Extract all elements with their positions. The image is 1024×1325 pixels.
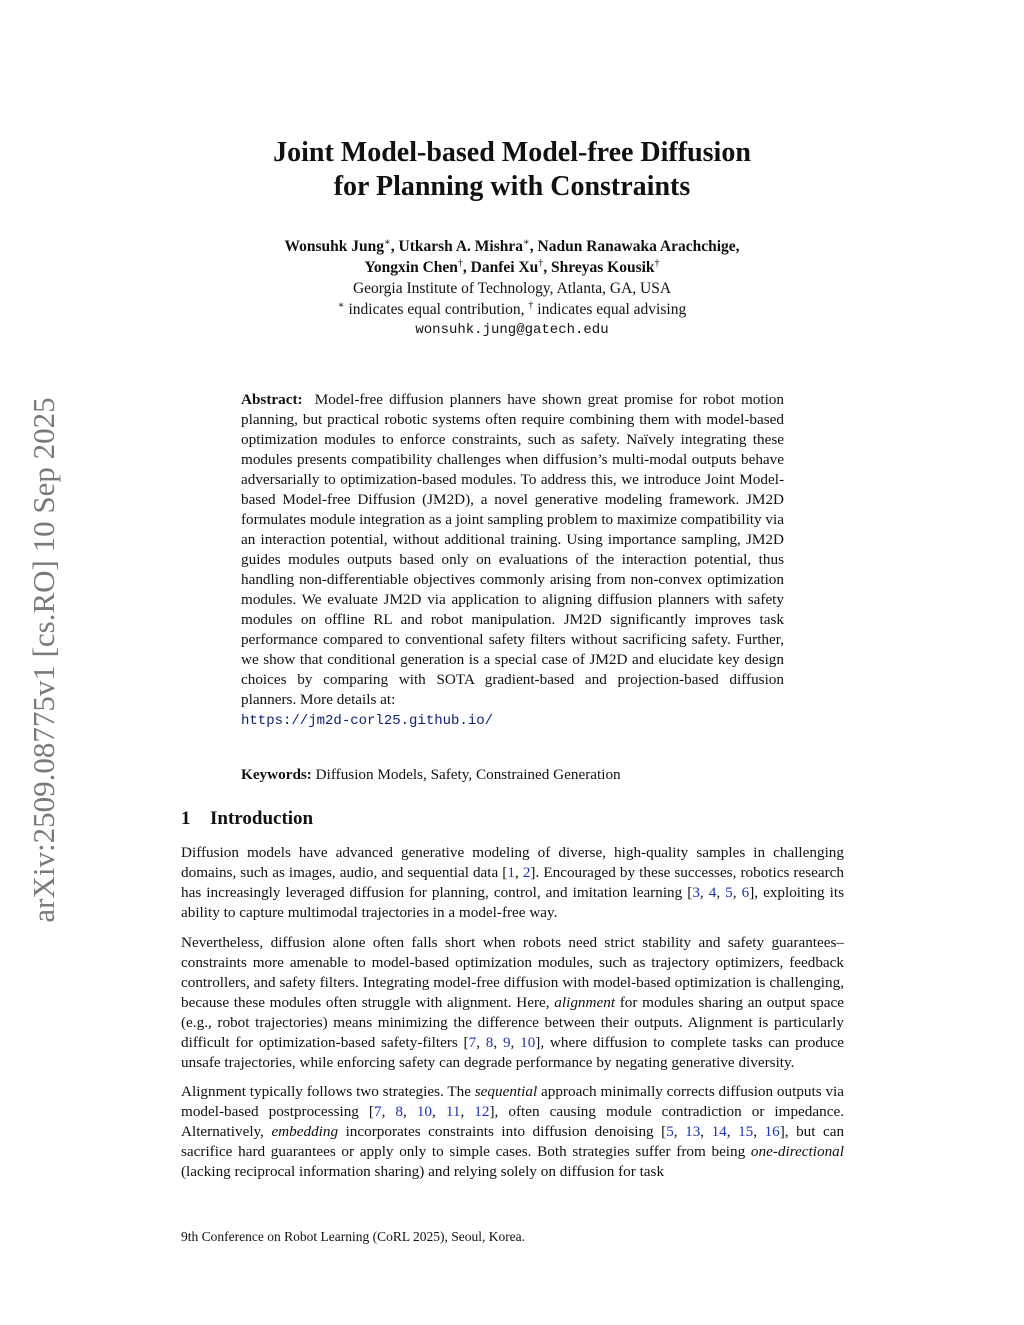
citation-link[interactable]: 7 — [468, 1033, 477, 1051]
paragraph-1: Diffusion models have advanced generative modeling of diverse, high-quality samples in challenging domains, such as images, audio, and sequential data [1, 2]. Encouraged by these successes, robotics research has increasingly leveraged diffusion for planning, control, and imitation learning [3, 4, 5, 6], exploiting its ability to capture multimodal trajectories in a model-free way. — [181, 844, 845, 921]
author-name: Nadun Ranawaka Arachchige, — [537, 238, 740, 255]
citation-link[interactable]: 2 — [522, 864, 531, 881]
equal-advising-mark: † — [654, 258, 660, 269]
citation-link[interactable]: 16 — [764, 1123, 780, 1140]
citation-link[interactable]: 5 — [666, 1123, 674, 1140]
title-line-1: Joint Model-based Model-free Diffusion — [273, 137, 751, 168]
section-number: 1 — [181, 808, 191, 829]
citation-link[interactable]: 8 — [395, 1103, 403, 1120]
separator: , — [543, 259, 552, 276]
separator: , — [462, 259, 471, 276]
text: Nevertheless, diffusion alone often falls short when robots need strict stability and safety guarantees–constraints more amenable to model-based optimization modules, such as trajectory optimizers, feedback controllers, and safety filters. Integrating model-free diffusion with model-based optimization is challenging, because these modules often struggle with alignment. Here, — [181, 933, 844, 1011]
text: Diffusion models have advanced generative modeling of diverse, high-quality samples in challenging domains, such as images, audio, and sequential data [ — [181, 844, 844, 881]
title-line-2: for Planning with Constraints — [333, 171, 691, 202]
equal-contribution-mark: ∗ — [384, 237, 391, 248]
citation-link[interactable]: 4 — [708, 884, 717, 901]
citation-link[interactable]: 15 — [738, 1123, 754, 1140]
author-name: Utkarsh A. Mishra — [398, 238, 523, 255]
abstract-text: Model-free diffusion planners have shown great promise for robot motion planning, but practical robotic systems often require combining them with model-based optimization modules to enforce constraints, such as safety. Naïvely integrating these modules presents compatibility challenges when diffusion’s multi-modal outputs behave adversarially to optimization-based modules. To address this, we introduce Joint Model-based Model-free Diffusion (JM2D), a novel generative modeling framework. JM2D formulates module integration as a joint sampling problem to maximize compatibility via an interaction potential, without additional training. Using importance sampling, JM2D guides modules outputs based only on evaluations of the interaction potential, thus handling non-differentiable objectives commonly arising from non-convex optimization modules. We evaluate JM2D via application to aligning diffusion planners with safety modules on offline RL and robot manipulation. JM2D significantly improves task performance compared to conventional safety filters without sacrificing safety. Further, we show that conditional generation is a special case of JM2D and elucidate key design choices by comparing with SOTA gradient-based and projection-based diffusion planners. More details at: — [241, 391, 784, 708]
conference-footer: 9th Conference on Robot Learning (CoRL 2025), Seoul, Korea. — [181, 1229, 526, 1244]
emphasis: embedding — [271, 1123, 339, 1140]
paper-title — [180, 136, 844, 204]
text: ], exploiting its ability to capture multimodal trajectories in a model-free way. — [181, 884, 845, 921]
star-symbol: ∗ — [337, 300, 345, 311]
text: incorporates constraints into diffusion denoising [ — [338, 1123, 667, 1140]
author-name: Danfei Xu — [470, 259, 539, 276]
dagger-symbol: † — [528, 300, 534, 311]
text: approach minimally corrects diffusion outputs via model-based postprocessing [ — [181, 1083, 844, 1120]
section-heading — [181, 808, 313, 830]
citation-link[interactable]: 1 — [507, 864, 515, 881]
separator: , — [390, 238, 399, 255]
citation-link[interactable]: 10 — [416, 1103, 433, 1120]
text: ]. Encouraged by these successes, robotics research has increasingly leveraged diffusion for planning, control, and imitation learning [ — [181, 864, 845, 901]
text: for modules sharing an output space (e.g., robot trajectories) means minimizing the difference between their outputs. Alignment is particularly difficult for optimization-based safety-filters [ — [181, 993, 844, 1051]
equal-contribution-mark: ∗ — [523, 237, 530, 248]
abstract-label: Abstract: — [241, 391, 303, 408]
affiliation: Georgia Institute of Technology, Atlanta, GA, USA — [352, 280, 672, 297]
citation-link[interactable]: 13 — [685, 1123, 701, 1140]
keywords-text: Diffusion Models, Safety, Constrained Generation — [315, 766, 621, 783]
section-title: Introduction — [210, 808, 314, 829]
emphasis: alignment — [554, 993, 616, 1011]
text: (lacking reciprocal information sharing) and relying solely on diffusion for task — [181, 1163, 665, 1180]
citation-link[interactable]: 5 — [725, 884, 733, 901]
keywords-label: Keywords: — [241, 766, 312, 783]
emphasis: one-directional — [750, 1143, 844, 1160]
citation-link[interactable]: 12 — [474, 1103, 490, 1120]
citation-link[interactable]: 8 — [485, 1033, 494, 1051]
citation-link[interactable]: 7 — [373, 1103, 382, 1120]
citation-link[interactable]: 9 — [502, 1033, 511, 1051]
text: Alignment typically follows two strategies. The — [181, 1083, 475, 1100]
note-advising-text: indicates equal advising — [533, 301, 687, 318]
author-name: Shreyas Kousik — [551, 259, 655, 276]
arxiv-identifier: arXiv:2509.08775v1 [cs.RO] 10 Sep 2025 — [26, 397, 61, 923]
contact-email[interactable]: wonsuhk.jung@gatech.edu — [415, 322, 609, 338]
note-equal-text: indicates equal contribution, — [344, 301, 529, 318]
text: ], where diffusion to complete tasks can produce unsafe trajectories, while enforcing safety can degrade performance by negating generative diversity. — [181, 1033, 844, 1071]
citation-link[interactable]: 10 — [520, 1033, 536, 1051]
project-url-link[interactable]: https://jm2d-corl25.github.io/ — [241, 713, 494, 729]
author-name: Yongxin Chen — [364, 259, 458, 276]
citation-link[interactable]: 3 — [692, 884, 700, 901]
text: ], but can sacrifice hard guarantees or apply only to simple cases. Both strategies suffer from being — [181, 1123, 845, 1160]
paragraph-3: Alignment typically follows two strategies. The sequential approach minimally corrects diffusion outputs via model-based postprocessing [7, 8, 10, 11, 12], often causing module contradiction or impedance. Alternatively, embedding incorporates constraints into diffusion denoising [5, 13, 14, 15, 16], but can sacrifice hard guarantees or apply only to simple cases. Both strategies suffer from being one-directional (lacking reciprocal information sharing) and relying solely on diffusion for task — [181, 1083, 845, 1180]
keywords — [241, 765, 784, 785]
equal-advising-mark: † — [538, 258, 544, 269]
contribution-note — [180, 299, 844, 320]
citation-link[interactable]: 14 — [711, 1123, 727, 1140]
text: ], often causing module contradiction or impedance. Alternatively, — [181, 1103, 845, 1140]
author-block — [180, 236, 844, 341]
separator: , — [529, 238, 538, 255]
author-name: Wonsuhk Jung — [284, 238, 384, 255]
citation-link[interactable]: 6 — [741, 884, 750, 901]
author-names-line-1 — [180, 236, 844, 257]
paragraph-2: Nevertheless, diffusion alone often falls short when robots need strict stability and safety guarantees–constraints more amenable to model-based optimization modules, such as trajectory optimizers, feedback controllers, and safety filters. Integrating model-free diffusion with model-based optimization is challenging, because these modules often struggle with alignment. Here, alignment for modules sharing an output space (e.g., robot trajectories) means minimizing the difference between their outputs. Alignment is particularly difficult for optimization-based safety-filters [7, 8, 9, 10], where diffusion to complete tasks can produce unsafe trajectories, while enforcing safety can degrade performance by negating generative diversity. — [181, 933, 844, 1071]
emphasis: sequential — [474, 1083, 538, 1100]
author-names-line-2 — [180, 257, 844, 278]
citation-link[interactable]: 11 — [445, 1103, 461, 1120]
abstract — [241, 390, 784, 731]
equal-advising-mark: † — [457, 258, 463, 269]
introduction-body — [181, 843, 844, 1192]
